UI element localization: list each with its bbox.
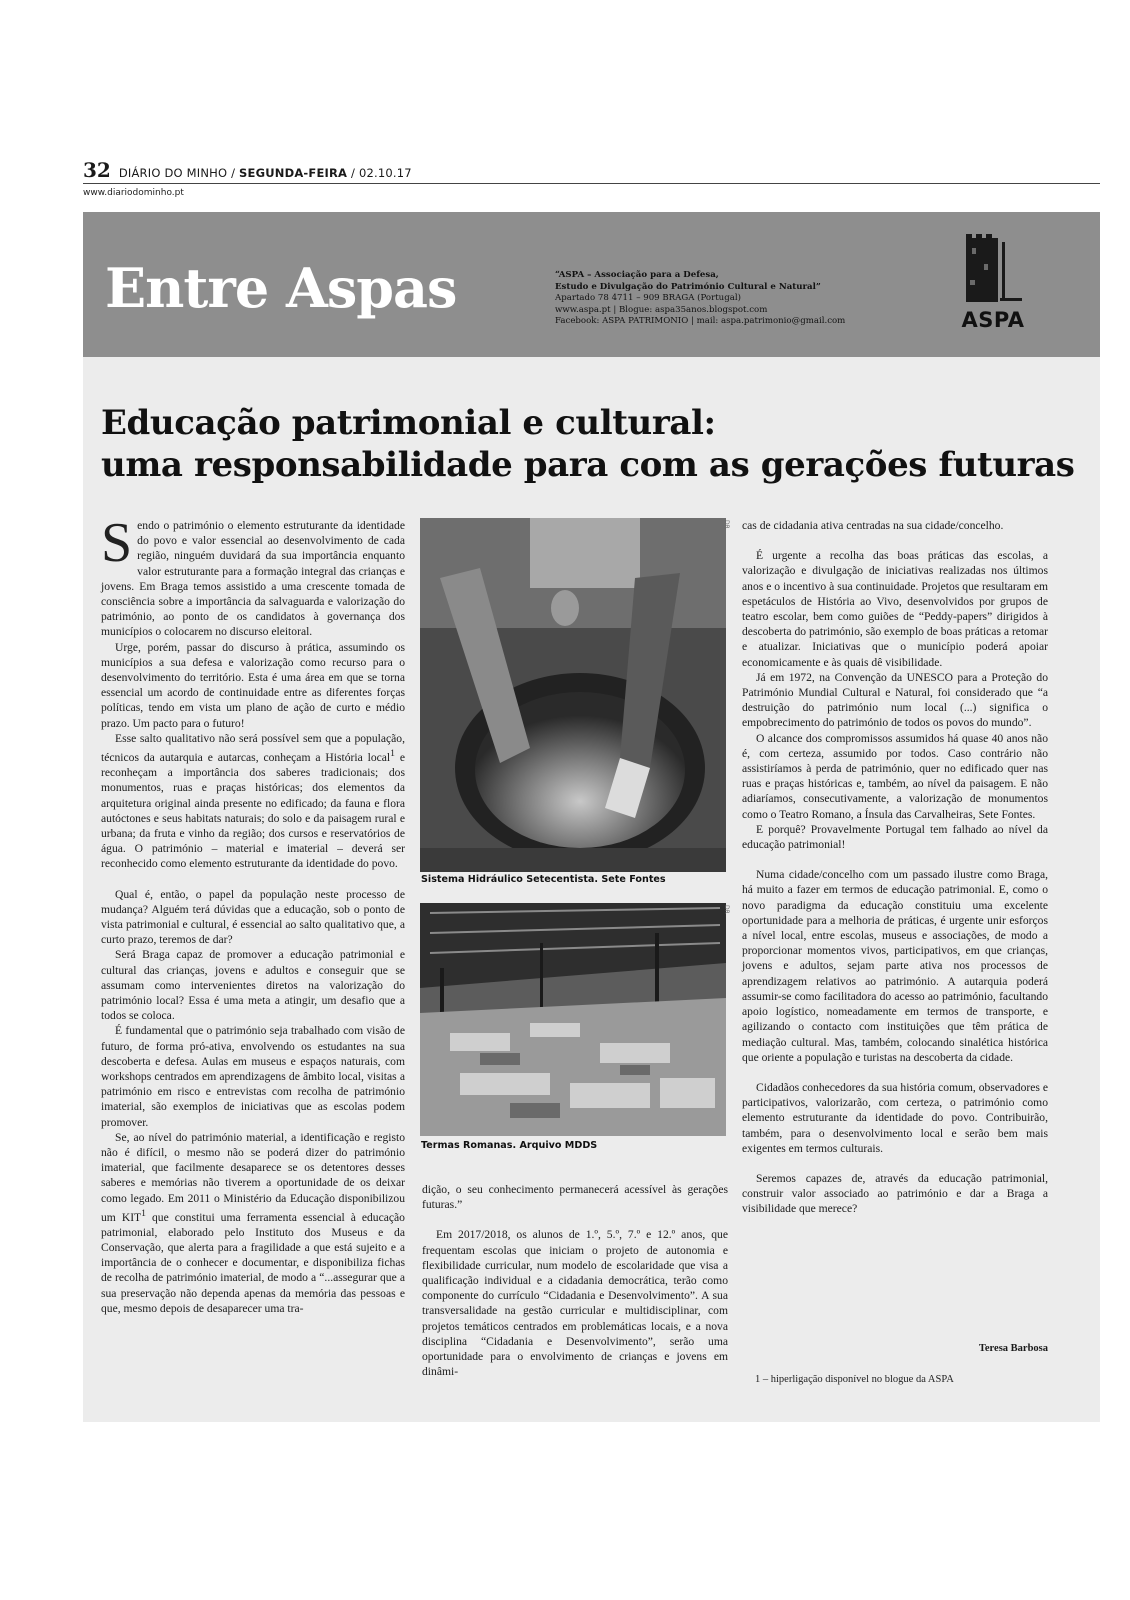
paragraph: Se, ao nível do património material, a identificação e registo não é difícil, o mesmo não se poderá dizer do património imaterial, que facilmente desaparece se os detentores desses saberes e memórias não tiverem a oportunidade de os deixar como legado. Em 2011 o Ministério da Educação disponibilizou um KIT$^1$ que constitui uma ferramenta essencial à educação patrimonial, elaborado pelo Instituto dos Museus e da Conservação, que alerta para a fragilidade a que está sujeito e a importância de o conhecer e documentar, e disponibiliza fichas de recolha de património imaterial, de modo a “...assegurar que a sua preservação não dependa apenas da memória das pessoas e que, mesmo depois de desaparecer uma tra-: [101, 1130, 405, 1315]
article-column-1: [101, 512, 405, 1316]
org-address: Apartado 78 4711 – 909 BRAGA (Portugal): [555, 293, 741, 303]
photo-roman-baths-image: [420, 903, 726, 1136]
paragraph: Esse salto qualitativo não será possível sem que a população, técnicos da autarquia e autarcas, conheçam a História local$^1$ e reconheçam a importância dos saberes tradicionais; dos monumentos, ruas e praças históricas; dos elementos da arquitetura original ainda presente no edificado; da fauna e flora autóctones e seus habitats naturais; do solo e da paisagem rural e urbana; da fruta e vinho da região; dos cursos e reservatórios de água. O património – material e imaterial – deverá ser reconhecido como elemento estruturante da identidade do povo.: [101, 731, 405, 871]
weekday: SEGUNDA-FEIRA: [239, 166, 348, 180]
logo-text: ASPA: [961, 308, 1025, 332]
paragraph: O alcance dos compromissos assumidos há quase 40 anos não é, com certeza, assumido por todos. Caso contrário não assistiríamos à perda de património, quer no edificado quer nas ruas e praças históricas e, também, ao nível da paisagem. E não adiaríamos, consecutivamente, a valorização de monumentos como o Teatro Romano, a Ínsula das Carvalheiras, Sete Fontes.: [742, 731, 1048, 821]
author-name: Teresa Barbosa: [978, 1343, 1048, 1354]
headline-line2: uma responsabilidade para com as gerações futuras: [101, 445, 1075, 485]
paragraph: Numa cidade/concelho com um passado ilustre como Braga, há muito a fazer em termos de educação patrimonial. E, como o novo paradigma da educação constituiu uma excelente oportunidade para a melhoria de práticas, é urgente unir esforços a nível local, entre escolas, museus e associações, de modo a proporcionar momentos vivos, participativos, em que crianças, jovens e adultos, sejam parte ativa nos processos de aprendizagem relativos ao património. A autarquia poderá assumir-se como facilitadora do acesso ao património, facultando apoio logístico, nomeadamente em termos de transporte, e agilizando o contacto com instituições que têm prática de mediação cultural. Mas, também, colocando sinalética histórica que oriente a população e turistas na descoberta da cidade.: [742, 868, 1048, 1064]
paragraph: É urgente a recolha das boas práticas das escolas, a valorização e divulgação de iniciativas realizadas nos últimos anos e o incentivo à sua continuidade. Projetos que resultaram em espetáculos de História ao Vivo, desenvolvidos por grupos de teatro escolar, bem como guiões de “Peddy-papers” dirigidos à descoberta do património, são exemplo de boas práticas a retomar e atualizar. Iniciativas que o município poderá apoiar economicamente e às quais dê visibilidade.: [742, 549, 1048, 669]
page-header: [83, 160, 1100, 184]
paragraph: Sendo o património o elemento estruturante da identidade do povo e valor essencial ao desenvolvimento de cada região, ninguém duvidará da sua importância enquanto valor estruturante para a formação integral das crianças e jovens. Em Braga temos assistido a uma crescente tomada de consciência sobre a importância da salvaguarda e valorização do património, ao ponto de os candidatos à governança dos municípios o colocarem no discurso eleitoral.: [101, 512, 405, 639]
paragraph: Seremos capazes de, através da educação patrimonial, construir valor associado ao património e dar a Braga a visibilidade que merece?: [742, 1171, 1048, 1216]
paragraph: E porquê? Provavelmente Portugal tem falhado ao nível da educação patrimonial!: [742, 822, 1048, 852]
photo1-credit: DR: [723, 520, 730, 529]
photo1-caption: Sistema Hidráulico Setecentista. Sete Fontes: [421, 874, 666, 885]
publication-name: DIÁRIO DO MINHO: [118, 166, 228, 180]
article-column-3: [742, 518, 1048, 1217]
paragraph: cas de cidadania ativa centradas na sua cidade/concelho.: [742, 519, 1004, 532]
org-name-line1: “ASPA – Associação para a Defesa,: [555, 270, 719, 280]
article-column-2: [422, 1182, 728, 1379]
paragraph: Será Braga capaz de promover a educação patrimonial e cultural das crianças, jovens e adultos e conseguir que se assumam como intervenientes diretos na valorização do património local? Essa é uma meta a atingir, um desafio que a todos se coloca.: [101, 948, 405, 1023]
header-info: DIÁRIO DO MINHO / SEGUNDA-FEIRA / 02.10.17: [118, 166, 412, 180]
issue-date: 02.10.17: [358, 166, 412, 180]
paragraph: Cidadãos conhecedores da sua história comum, observadores e participativos, valorizarão, com certeza, o património como elemento estruturante da identidade do povo. Contribuirão, também, para o desenvolvimento local e serão bem mais exigentes em termos culturais.: [742, 1080, 1048, 1155]
org-social: Facebook: ASPA PATRIMONIO | mail: aspa.patrimonio@gmail.com: [555, 316, 846, 326]
tower-icon: [962, 234, 1024, 304]
section-title: Entre Aspas: [105, 256, 457, 320]
section-banner: [83, 212, 1100, 357]
photo2-caption: Termas Romanas. Arquivo MDDS: [421, 1140, 598, 1151]
photo-hydraulic-system: [420, 518, 726, 872]
photo-hydraulic-image: [420, 518, 726, 872]
aspa-logo: [950, 234, 1045, 330]
footnote: 1 – hiperligação disponível no blogue da ASPA: [755, 1374, 954, 1385]
footnote-ref: 1: [141, 1207, 146, 1219]
article-headline: [101, 402, 1075, 486]
footnote-ref: 1: [390, 748, 395, 760]
page-number: 32: [83, 158, 111, 182]
org-web: www.aspa.pt | Blogue: aspa35anos.blogspot.com: [555, 304, 768, 315]
paragraph: Qual é, então, o papel da população neste processo de mudança? Alguém terá dúvidas que a educação, sob o ponto de vista patrimonial e cultural, é essencial ao salto qualitativo que, a curto prazo, teremos de dar?: [101, 887, 405, 947]
drop-cap: S: [101, 512, 133, 574]
org-name-line2: Estudo e Divulgação do Património Cultural e Natural”: [555, 281, 821, 292]
organization-info: [555, 270, 845, 328]
photo-roman-baths: [420, 903, 726, 1136]
paragraph: Já em 1972, na Convenção da UNESCO para a Proteção do Património Mundial Cultural e Natural, foi considerado que “a destruição do património num local (...) significa o empobrecimento do património de todos os povos do mundo”.: [742, 670, 1048, 730]
website-link[interactable]: www.diariodominho.pt: [83, 188, 184, 198]
photo2-credit: DR: [723, 905, 730, 914]
paragraph: dição, o seu conhecimento permanecerá acessível às gerações futuras.”: [422, 1183, 728, 1212]
paragraph: Em 2017/2018, os alunos de 1.º, 5.º, 7.º e 12.º anos, que frequentam escolas que iniciam o projeto de autonomia e flexibilidade curricular, num modelo de escolaridade que visa a qualificação individual e a cidadania democrática, terão como componente do currículo “Cidadania e Desenvolvimento”. A sua transversalidade na gestão curricular e multidisciplinar, com projetos temáticos centrados em problemáticas locais, e a nova disciplina “Cidadania e Desenvolvimento”, serão uma oportunidade para o envolvimento de crianças e jovens em dinâmi-: [422, 1228, 728, 1379]
paragraph: Urge, porém, passar do discurso à prática, assumindo os municípios a sua defesa e valorização como recurso para o desenvolvimento do território. Esta é uma área em que se torna essencial um acordo de continuidade entre as diferentes forças políticas, tendo em vista um plano de ação de curto e médio prazo. Um pacto para o futuro!: [101, 640, 405, 730]
headline-line1: Educação patrimonial e cultural:: [101, 403, 716, 443]
paragraph: É fundamental que o património seja trabalhado com visão de futuro, de forma pró-ativa, envolvendo os estudantes na sua descoberta e defesa. Aulas em museus e espaços naturais, com workshops centrados em aprendizagens de âmbito local, visitas a património em risco e entrevistas com recolha de património imaterial, são exemplos de iniciativas que as escolas podem promover.: [101, 1024, 405, 1129]
